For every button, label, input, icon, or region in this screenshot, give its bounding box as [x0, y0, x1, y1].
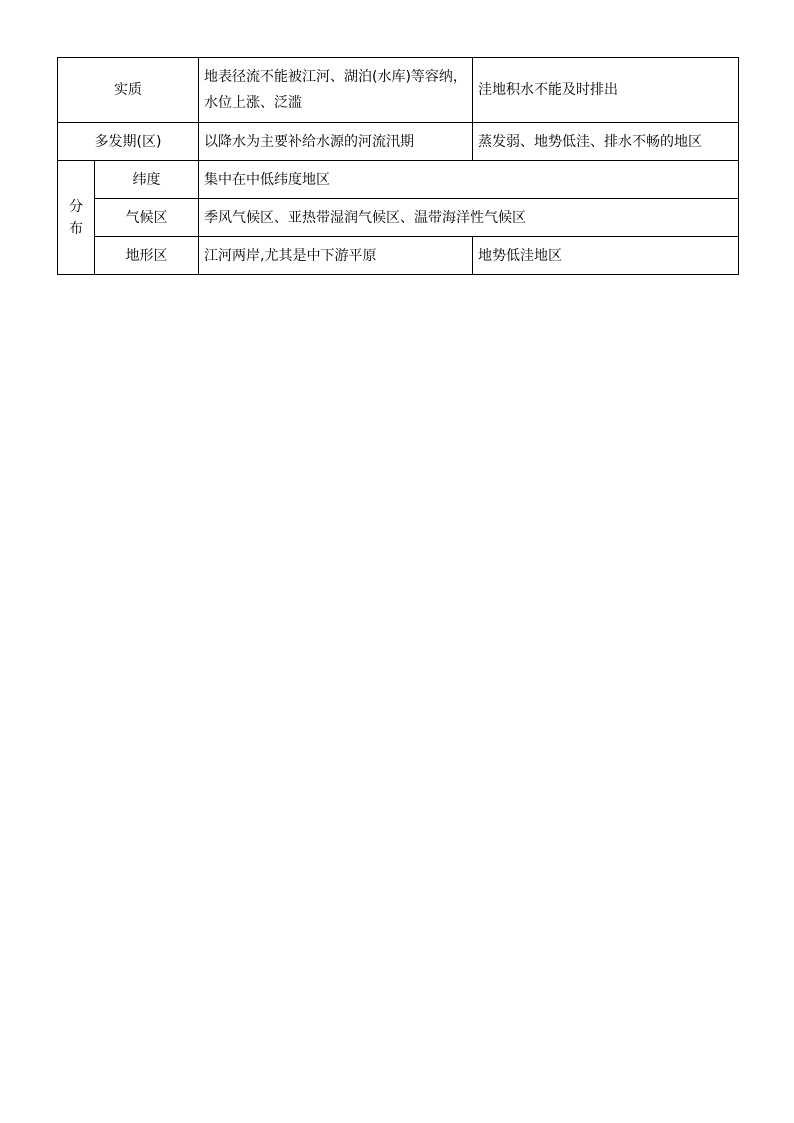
cell-waterlogging-substance: 洼地积水不能及时排出: [473, 58, 739, 123]
cell-latitude-value: 集中在中低纬度地区: [199, 161, 739, 199]
cell-climate-value: 季风气候区、亚热带湿润气候区、温带海洋性气候区: [199, 199, 739, 237]
cell-flood-terrain: 江河两岸,尤其是中下游平原: [199, 237, 473, 275]
cell-flood-substance: 地表径流不能被江河、湖泊(水库)等容纳，水位上涨、泛滥: [199, 58, 473, 123]
distribution-label-line2: 布: [69, 220, 83, 237]
row-label-substance: 实质: [58, 58, 199, 123]
table-row-period: [58, 123, 739, 161]
distribution-label: [58, 161, 95, 275]
row-label-latitude: 纬度: [95, 161, 199, 199]
row-label-terrain: 地形区: [95, 237, 199, 275]
comparison-table: [57, 57, 739, 275]
cell-waterlogging-period: 蒸发弱、地势低洼、排水不畅的地区: [473, 123, 739, 161]
cell-flood-period: 以降水为主要补给水源的河流汛期: [199, 123, 473, 161]
distribution-label-line1: 分: [69, 198, 83, 215]
row-label-climate: 气候区: [95, 199, 199, 237]
row-label-period: 多发期(区): [58, 123, 199, 161]
table-row-terrain: [58, 237, 739, 275]
table-row-latitude: [58, 161, 739, 199]
table-row-climate: [58, 199, 739, 237]
table-row-substance: [58, 58, 739, 123]
cell-waterlogging-terrain: 地势低洼地区: [473, 237, 739, 275]
